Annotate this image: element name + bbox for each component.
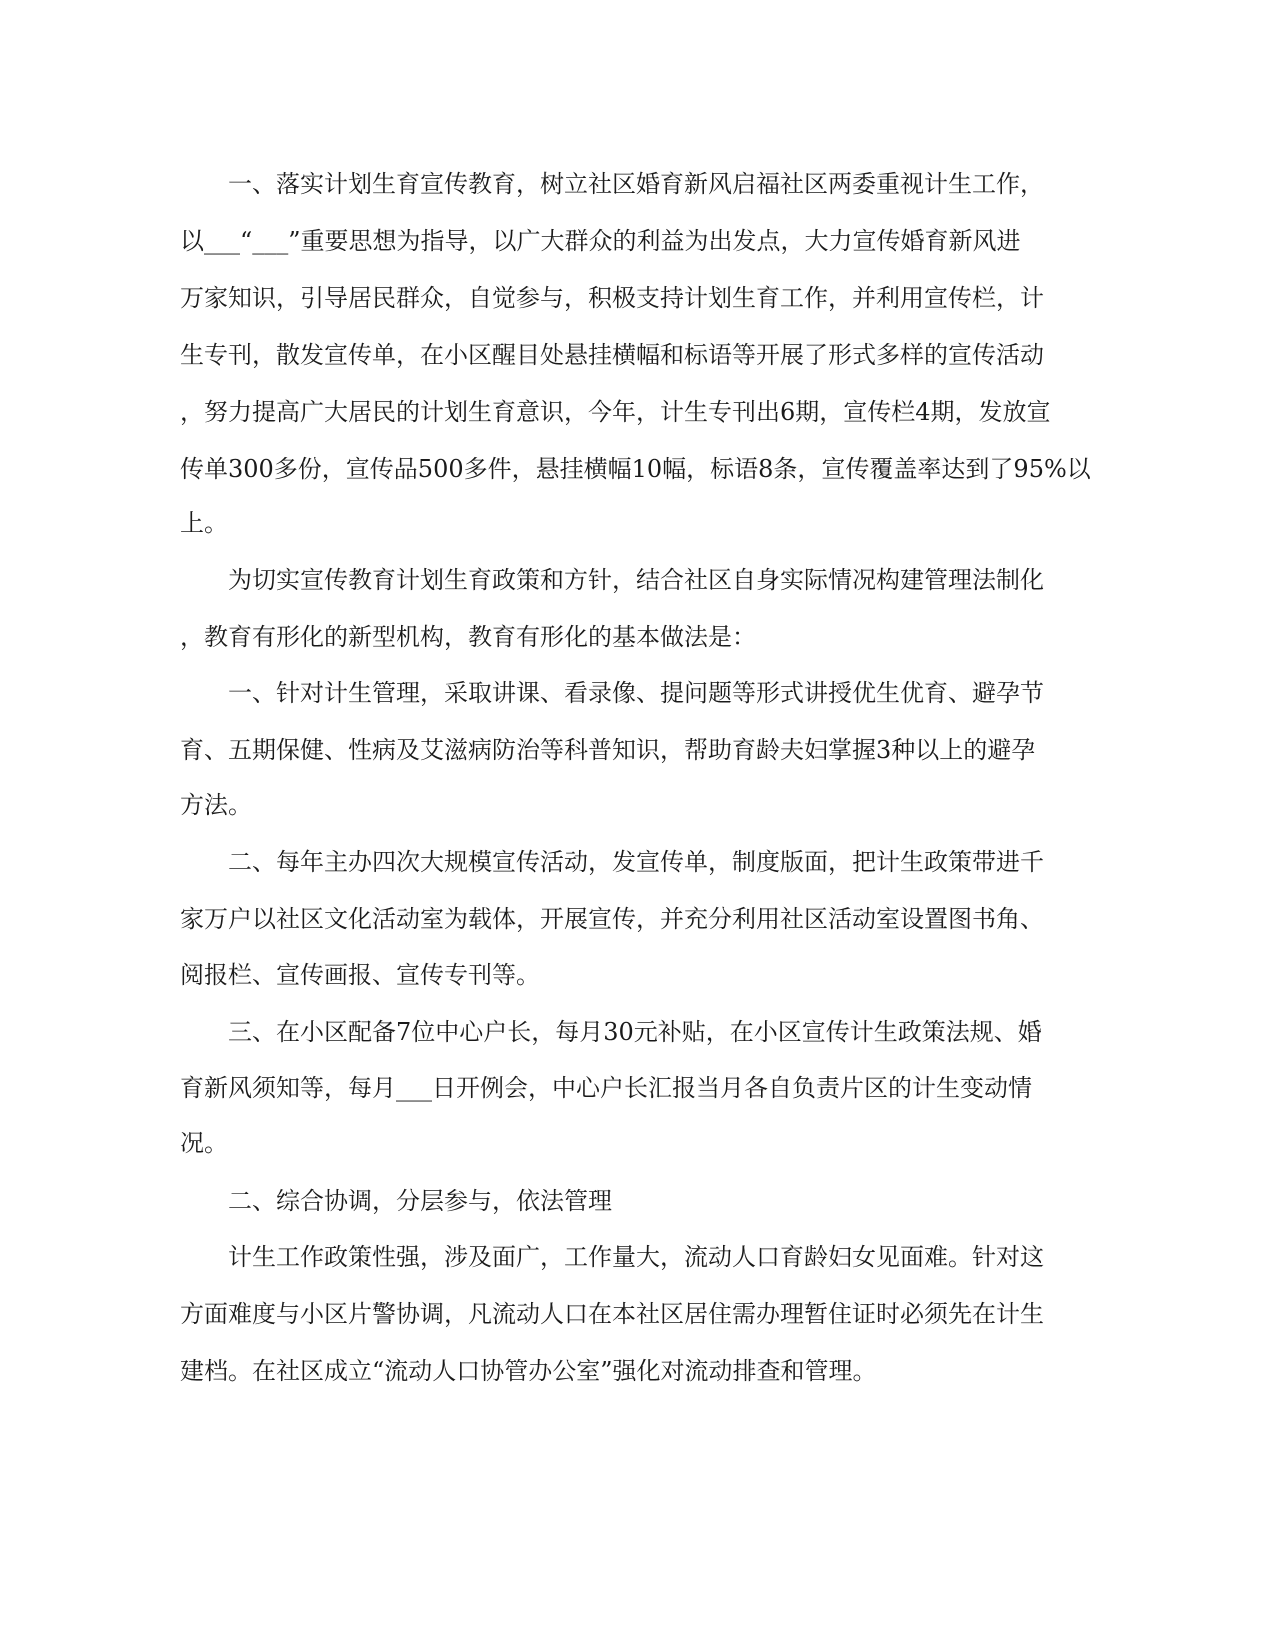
text-line: 以___“___”重要思想为指导，以广大群众的利益为出发点，大力宣传婚育新风进 — [180, 227, 1021, 255]
text-line: 况。 — [180, 1129, 228, 1157]
text-line: 三、在小区配备7位中心户长，每月30元补贴，在小区宣传计生政策法规、婚 — [228, 1018, 1042, 1046]
text-line: 一、针对计生管理，采取讲课、看录像、提问题等形式讲授优生优育、避孕节 — [228, 679, 1044, 707]
text-line: 育、五期保健、性病及艾滋病防治等科普知识，帮助育龄夫妇掌握3种以上的避孕 — [180, 736, 1036, 764]
text-line: 方面难度与小区片警协调，凡流动人口在本社区居住需办理暂住证时必须先在计生 — [180, 1300, 1044, 1328]
section-heading: 二、综合协调，分层参与，依法管理 — [228, 1187, 612, 1215]
text-line: 阅报栏、宣传画报、宣传专刊等。 — [180, 961, 540, 989]
text-line: 方法。 — [180, 791, 252, 819]
text-line: 建档。在社区成立“流动人口协管办公室”强化对流动排查和管理。 — [180, 1357, 877, 1385]
text-line: 计生工作政策性强，涉及面广，工作量大，流动人口育龄妇女见面难。针对这 — [228, 1243, 1044, 1271]
text-line: 上。 — [180, 509, 228, 537]
text-line: 家万户以社区文化活动室为载体，开展宣传，并充分利用社区活动室设置图书角、 — [180, 905, 1044, 933]
text-line: 传单300多份，宣传品500多件，悬挂横幅10幅，标语8条，宣传覆盖率达到了95%以 — [180, 455, 1091, 483]
text-line: 生专刊，散发宣传单，在小区醒目处悬挂横幅和标语等开展了形式多样的宣传活动 — [180, 341, 1044, 369]
text-line: 育新风须知等，每月___日开例会，中心户长汇报当月各自负责片区的计生变动情 — [180, 1074, 1032, 1102]
text-line: 一、落实计划生育宣传教育，树立社区婚育新风启福社区两委重视计生工作， — [228, 170, 1044, 198]
text-line: ，教育有形化的新型机构，教育有形化的基本做法是： — [180, 623, 756, 651]
text-line: 为切实宣传教育计划生育政策和方针，结合社区自身实际情况构建管理法制化 — [228, 566, 1044, 594]
text-line: 万家知识，引导居民群众，自觉参与，积极支持计划生育工作，并利用宣传栏，计 — [180, 284, 1044, 312]
text-line: 二、每年主办四次大规模宣传活动，发宣传单，制度版面，把计生政策带进千 — [228, 848, 1044, 876]
text-line: ，努力提高广大居民的计划生育意识，今年，计生专刊出6期，宣传栏4期，发放宣 — [180, 398, 1051, 426]
